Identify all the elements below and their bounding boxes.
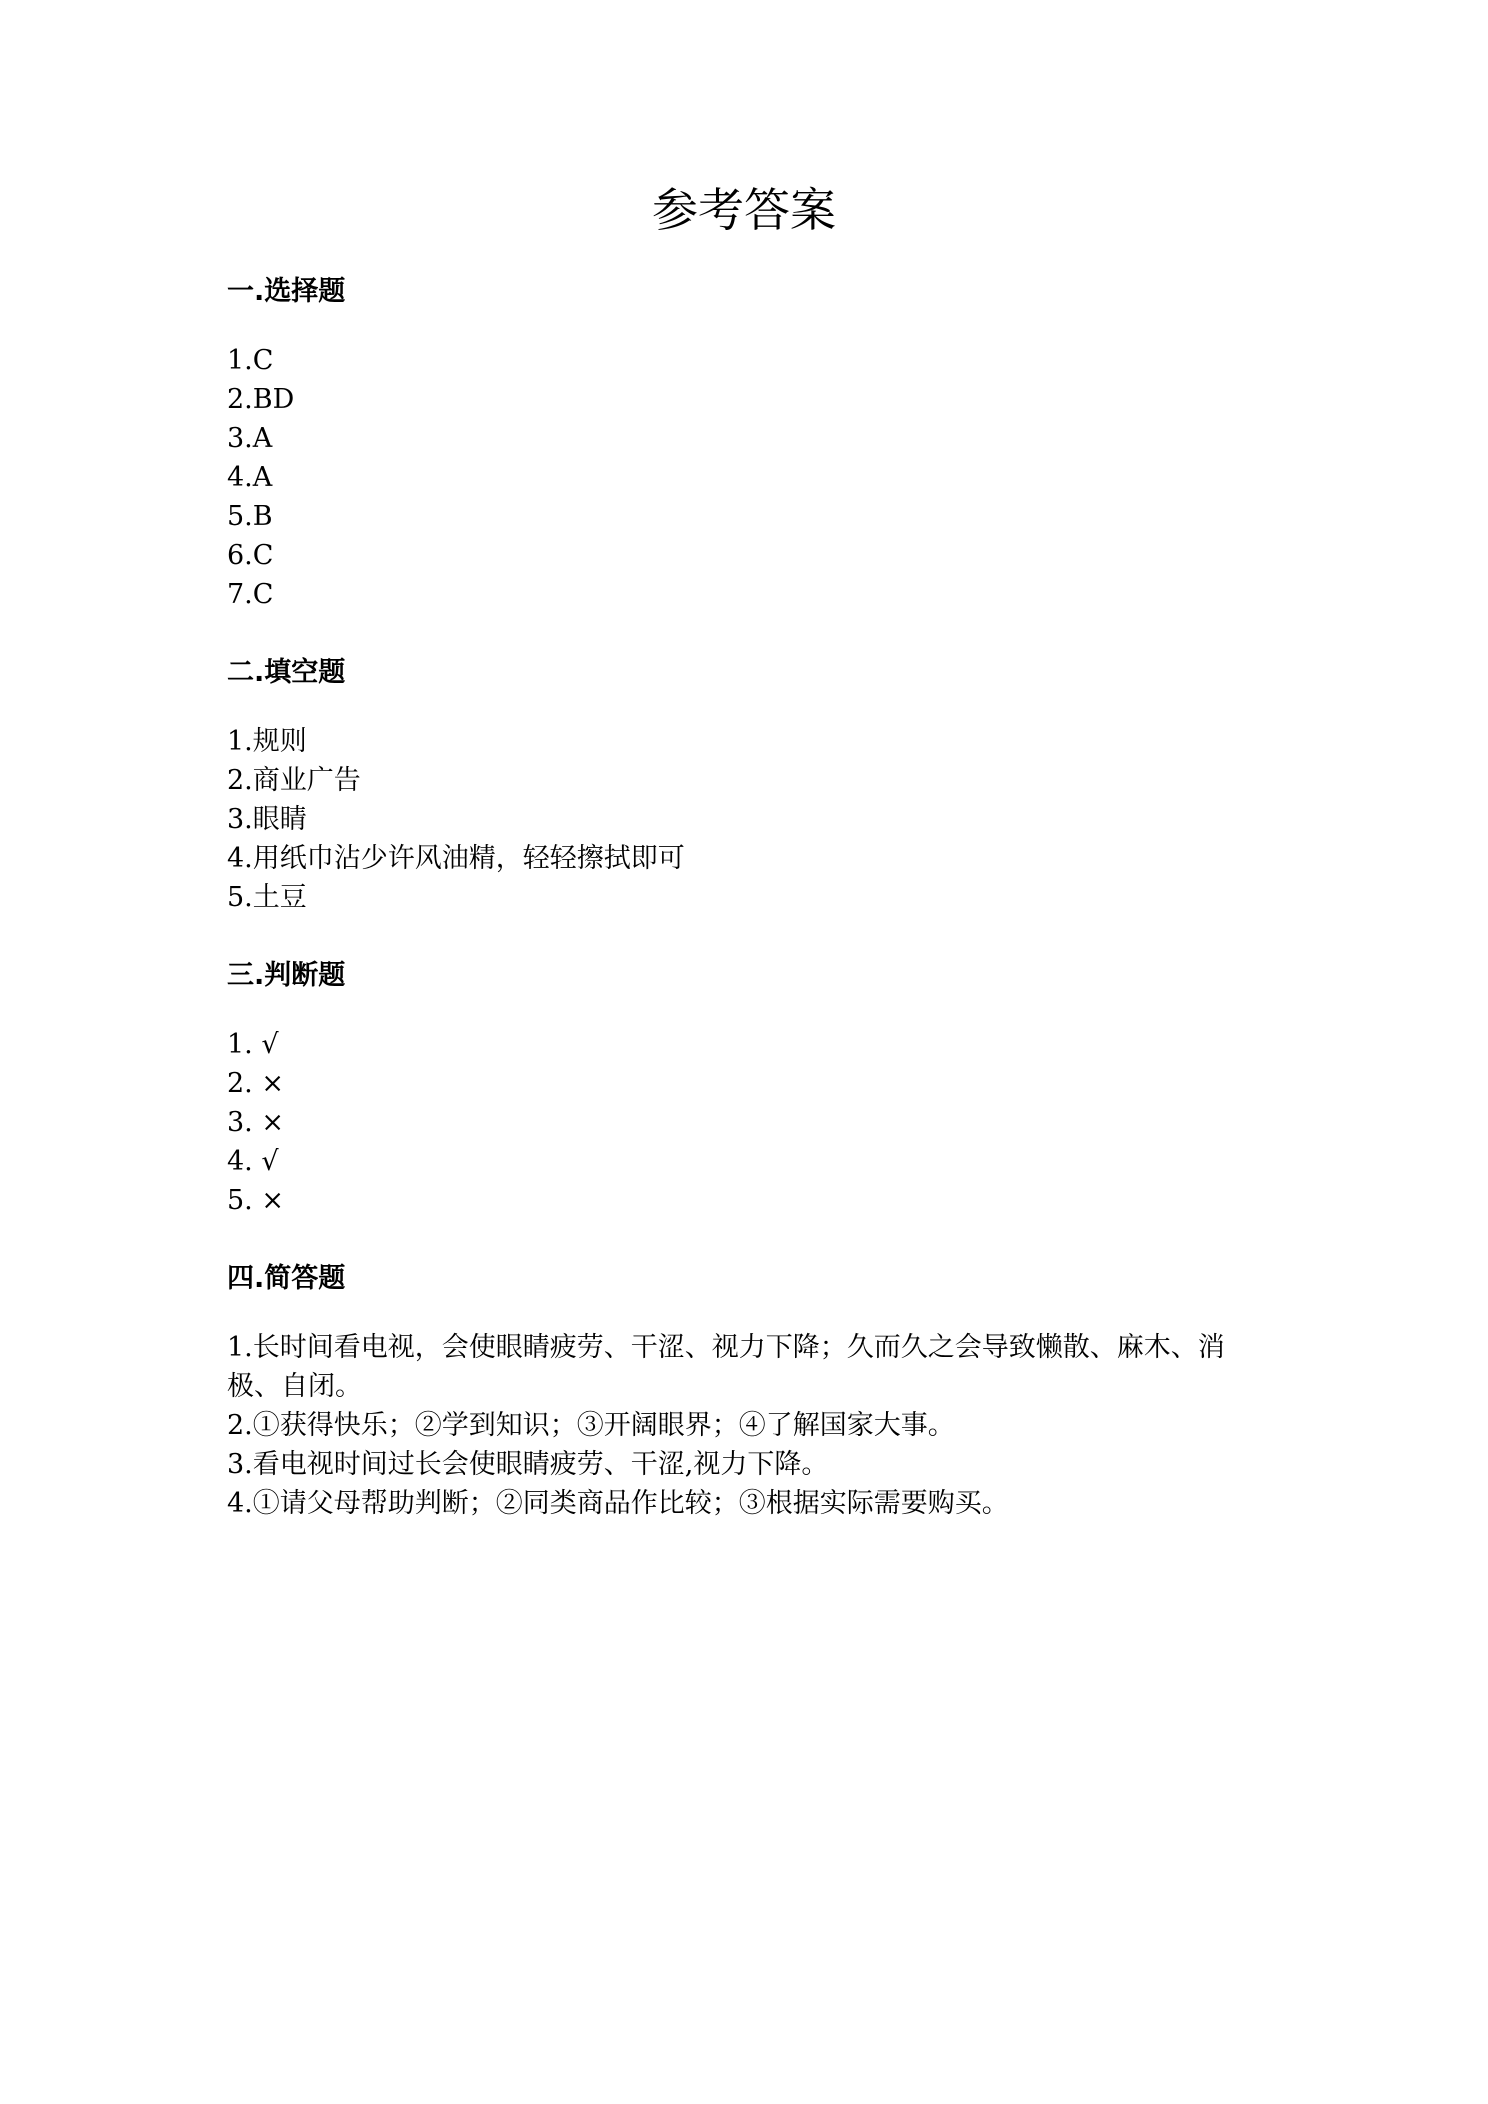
answer-item xyxy=(227,1445,1277,1484)
answer-item xyxy=(227,722,1277,761)
answer-list xyxy=(227,341,1277,614)
item-answer: × xyxy=(252,1068,284,1099)
answer-item xyxy=(227,1406,1277,1445)
item-number: 3. xyxy=(227,804,253,835)
item-answer: 土豆 xyxy=(252,882,307,913)
section-multiple-choice xyxy=(227,272,1277,614)
section-heading: 二.填空题 xyxy=(227,657,346,688)
item-answer: ①请父母帮助判断；②同类商品作比较；③根据实际需要购买。 xyxy=(252,1488,1009,1519)
answer-item xyxy=(227,1064,1277,1103)
section-heading: 四.简答题 xyxy=(227,1263,346,1294)
item-answer: A xyxy=(252,462,273,493)
item-answer: C xyxy=(252,345,274,376)
item-number: 1. xyxy=(227,345,253,376)
answer-item xyxy=(227,458,1277,497)
answer-item xyxy=(227,1328,1277,1406)
item-answer: 看电视时间过长会使眼睛疲劳、干涩,视力下降。 xyxy=(252,1449,829,1480)
section-heading: 一.选择题 xyxy=(227,276,346,307)
page-title: 参考答案 xyxy=(652,183,836,237)
answer-list xyxy=(227,722,1277,917)
answer-item xyxy=(227,839,1277,878)
answer-item xyxy=(227,536,1277,575)
item-number: 7. xyxy=(227,579,253,610)
answer-item xyxy=(227,1181,1277,1220)
item-number: 1. xyxy=(227,726,253,757)
answers-content xyxy=(227,272,1277,1562)
section-short-answer xyxy=(227,1259,1277,1523)
item-answer: C xyxy=(252,540,274,571)
answer-item xyxy=(227,341,1277,380)
answer-item xyxy=(227,1103,1277,1142)
section-true-false xyxy=(227,956,1277,1220)
item-number: 2. xyxy=(227,384,253,415)
answer-item xyxy=(227,800,1277,839)
item-number: 4. xyxy=(227,1146,253,1177)
answer-item xyxy=(227,1025,1277,1064)
item-number: 4. xyxy=(227,462,253,493)
item-answer: 用纸巾沾少许风油精，轻轻擦拭即可 xyxy=(252,843,685,874)
item-answer: 长时间看电视，会使眼睛疲劳、干涩、视力下降；久而久之会导致懒散、麻木、消极、自闭。 xyxy=(227,1332,1225,1402)
item-answer: × xyxy=(252,1185,284,1216)
item-number: 2. xyxy=(227,1068,253,1099)
item-number: 4. xyxy=(227,843,253,874)
answer-item xyxy=(227,497,1277,536)
item-answer: 商业广告 xyxy=(252,765,361,796)
item-answer: × xyxy=(252,1107,284,1138)
item-number: 1. xyxy=(227,1332,253,1363)
item-answer: 眼睛 xyxy=(252,804,307,835)
section-heading: 三.判断题 xyxy=(227,960,346,991)
item-number: 3. xyxy=(227,1107,253,1138)
section-fill-in-blank xyxy=(227,653,1277,917)
answer-item xyxy=(227,1142,1277,1181)
answer-item xyxy=(227,1484,1277,1523)
item-answer: A xyxy=(252,423,273,454)
answer-list xyxy=(227,1025,1277,1220)
item-answer: 规则 xyxy=(252,726,307,757)
answer-item xyxy=(227,419,1277,458)
item-number: 3. xyxy=(227,1449,253,1480)
answer-item xyxy=(227,878,1277,917)
item-number: 3. xyxy=(227,423,253,454)
item-answer: √ xyxy=(252,1029,279,1060)
item-answer: √ xyxy=(252,1146,279,1177)
item-number: 2. xyxy=(227,765,253,796)
item-number: 5. xyxy=(227,501,253,532)
item-number: 5. xyxy=(227,1185,253,1216)
answer-item xyxy=(227,575,1277,614)
item-answer: BD xyxy=(252,384,295,415)
item-number: 2. xyxy=(227,1410,253,1441)
item-number: 4. xyxy=(227,1488,253,1519)
item-number: 6. xyxy=(227,540,253,571)
item-answer: B xyxy=(252,501,273,532)
item-number: 1. xyxy=(227,1029,253,1060)
item-answer: C xyxy=(252,579,274,610)
item-number: 5. xyxy=(227,882,253,913)
answer-item xyxy=(227,761,1277,800)
answer-item xyxy=(227,380,1277,419)
item-answer: ①获得快乐；②学到知识；③开阔眼界；④了解国家大事。 xyxy=(252,1410,955,1441)
answer-list xyxy=(227,1328,1277,1523)
